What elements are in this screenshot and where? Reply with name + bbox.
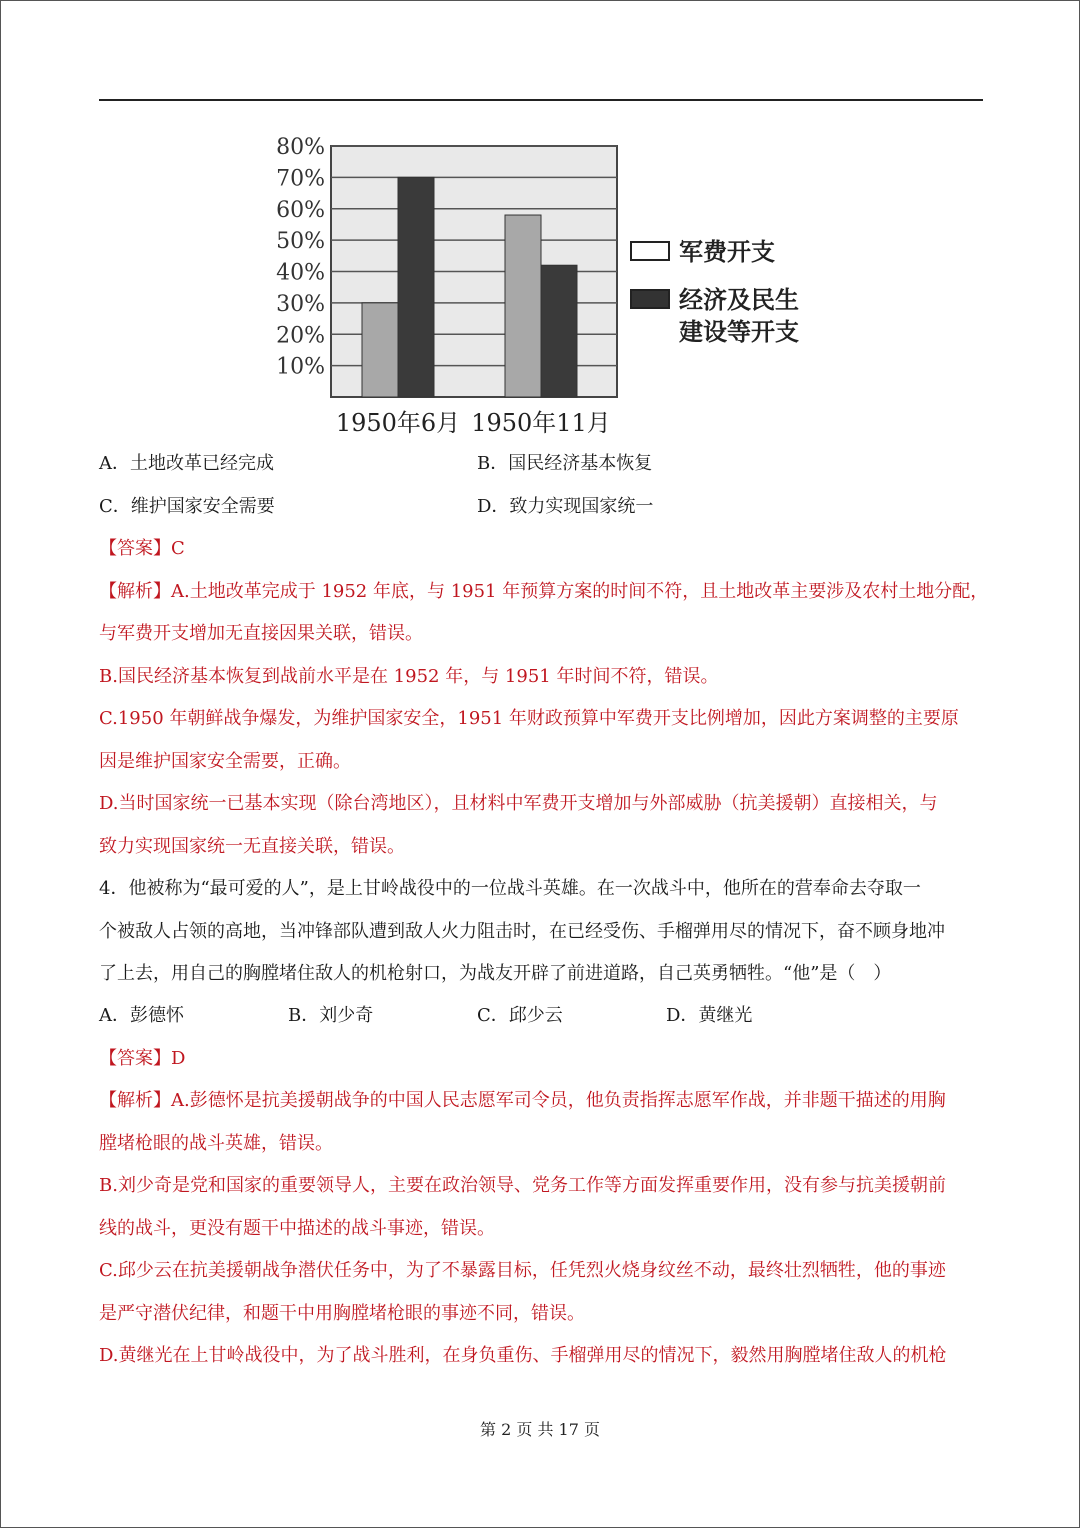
q4-analysis-line: 【解析】A.彭德怀是抗美援朝战争的中国人民志愿军司令员，他负责指挥志愿军作战，并非题干描述的用胸	[99, 1090, 946, 1111]
bar	[398, 177, 434, 397]
legend-label: 军费开支	[679, 237, 775, 266]
bar	[541, 265, 577, 397]
q3-option-c: C．维护国家安全需要	[99, 496, 275, 517]
q4-answer: 【答案】D	[99, 1048, 186, 1069]
y-tick-label: 70%	[276, 166, 325, 192]
q3-option-d: D．致力实现国家统一	[477, 496, 654, 517]
q4-stem-line: 4．他被称为“最可爱的人”，是上甘岭战役中的一位战斗英雄。在一次战斗中，他所在的营奉命去夺取一	[99, 878, 921, 899]
y-tick-label: 10%	[276, 354, 325, 380]
bar	[362, 303, 398, 397]
q4-analysis-line: D.黄继光在上甘岭战役中，为了战斗胜利，在身负重伤、手榴弹用尽的情况下，毅然用胸膛堵住敌人的机枪	[99, 1345, 947, 1366]
y-tick-label: 30%	[276, 291, 325, 317]
q3-analysis-line: D.当时国家统一已基本实现（除台湾地区），且材料中军费开支增加与外部威胁（抗美援朝）直接相关，与	[99, 793, 938, 814]
legend-label: 经济及民生	[679, 285, 799, 314]
q4-option-b: B．刘少奇	[288, 1005, 374, 1026]
q3-analysis-line: C.1950 年朝鲜战争爆发，为维护国家安全，1951 年财政预算中军费开支比例增加，因此方案调整的主要原	[99, 708, 959, 729]
q4-option-c: C．邱少云	[477, 1005, 563, 1026]
q4-stem-line: 个被敌人占领的高地，当冲锋部队遭到敌人火力阻击时，在已经受伤、手榴弹用尽的情况下，奋不顾身地冲	[99, 921, 945, 942]
q4-analysis-line: B.刘少奇是党和国家的重要领导人，主要在政治领导、党务工作等方面发挥重要作用，没有参与抗美援朝前	[99, 1175, 946, 1196]
q4-option-a: A．彭德怀	[99, 1005, 184, 1026]
y-tick-label: 80%	[276, 135, 325, 160]
q4-analysis-line: C.邱少云在抗美援朝战争潜伏任务中，为了不暴露目标，任凭烈火烧身纹丝不动，最终壮烈牺牲，他的事迹	[99, 1260, 946, 1281]
q3-option-a: A．土地改革已经完成	[99, 453, 274, 474]
q3-analysis-line: 因是维护国家安全需要，正确。	[99, 751, 351, 772]
y-tick-label: 20%	[276, 323, 325, 349]
y-tick-label: 60%	[276, 197, 325, 223]
y-tick-label: 40%	[276, 260, 325, 286]
q3-answer: 【答案】C	[99, 538, 185, 559]
q3-analysis-line: 致力实现国家统一无直接关联，错误。	[99, 836, 405, 857]
q3-analysis-line: 【解析】A.土地改革完成于 1952 年底，与 1951 年预算方案的时间不符，且土地改革主要涉及农村土地分配，	[99, 581, 989, 602]
bar	[505, 215, 541, 397]
y-tick-label: 50%	[276, 229, 325, 255]
header-rule	[99, 99, 983, 101]
bar-chart	[261, 131, 821, 451]
q4-stem-line: 了上去，用自己的胸膛堵住敌人的机枪射口，为战友开辟了前进道路，自己英勇牺牲。“他”是（ ）	[99, 963, 892, 984]
q4-option-d: D．黄继光	[666, 1005, 753, 1026]
q3-option-b: B．国民经济基本恢复	[477, 453, 653, 474]
x-category-label: 1950年11月	[471, 409, 611, 437]
q4-analysis-line: 膛堵枪眼的战斗英雄，错误。	[99, 1133, 333, 1154]
legend-swatch	[631, 242, 669, 260]
q4-analysis-line: 线的战斗，更没有题干中描述的战斗事迹，错误。	[99, 1218, 495, 1239]
page-footer: 第 2 页 共 17 页	[480, 1420, 600, 1439]
legend-label: 建设等开支	[679, 317, 799, 346]
q4-analysis-line: 是严守潜伏纪律，和题干中用胸膛堵枪眼的事迹不同，错误。	[99, 1303, 585, 1324]
q3-analysis-line: 与军费开支增加无直接因果关联，错误。	[99, 623, 423, 644]
q3-analysis-line: B.国民经济基本恢复到战前水平是在 1952 年，与 1951 年时间不符，错误。	[99, 666, 719, 687]
x-category-label: 1950年6月	[335, 409, 461, 437]
legend-swatch	[631, 290, 669, 308]
